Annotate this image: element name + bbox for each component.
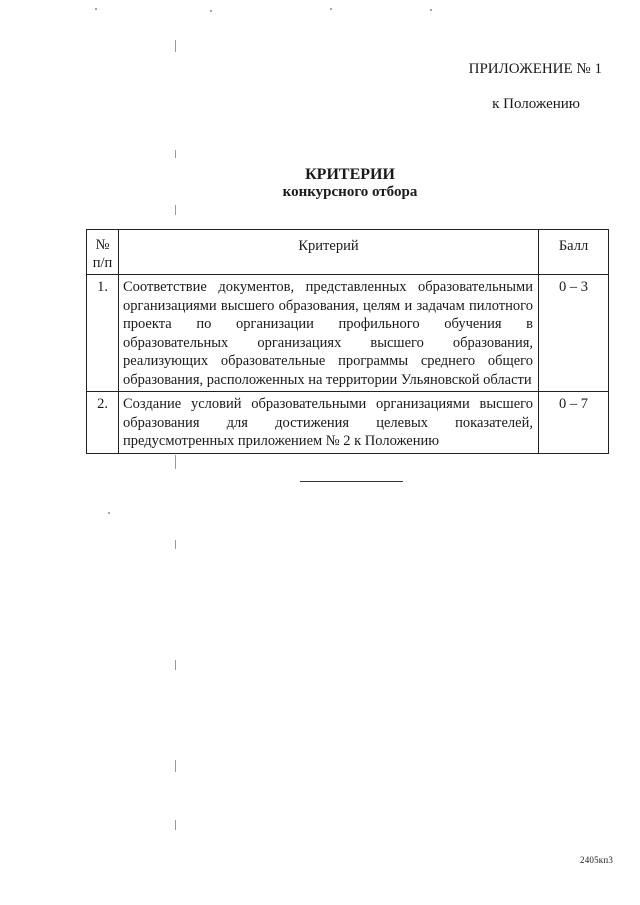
separator-line bbox=[300, 481, 403, 482]
row-criterion: Соответствие документов, представленных образовательными организациями высшего образования, целям и задачам пилотного проекта по организации профильного обучения в образовательных организациях высшего образования, реализующих образовательные программы среднего общего образования, расположенных на территории Ульяновской области bbox=[119, 275, 539, 392]
row-number: 1. bbox=[87, 275, 119, 392]
scan-mark bbox=[175, 540, 176, 549]
document-subtitle: конкурсного отбора bbox=[282, 184, 418, 200]
scan-mark bbox=[175, 205, 176, 215]
scan-speck bbox=[430, 9, 432, 11]
scan-mark bbox=[175, 820, 176, 830]
document-code: 2405кп3 bbox=[580, 855, 614, 865]
criteria-table bbox=[86, 229, 609, 454]
scan-speck bbox=[95, 8, 97, 10]
scan-mark bbox=[175, 455, 176, 469]
table-row bbox=[87, 392, 609, 454]
column-header-criterion: Критерий bbox=[119, 230, 539, 275]
column-header-number bbox=[87, 230, 119, 275]
row-number: 2. bbox=[87, 392, 119, 454]
scan-mark bbox=[175, 150, 176, 158]
scan-speck bbox=[108, 512, 110, 514]
row-score: 0 – 3 bbox=[539, 275, 609, 392]
scan-mark bbox=[175, 40, 176, 52]
annex-reference: к Положению bbox=[492, 96, 580, 112]
row-score: 0 – 7 bbox=[539, 392, 609, 454]
row-criterion: Создание условий образовательными организациями высшего образования для достижения целевых показателей, предусмотренных приложением № 2 к Положению bbox=[119, 392, 539, 454]
column-header-number-line2: п/п bbox=[92, 255, 113, 271]
scan-mark bbox=[175, 660, 176, 670]
scan-speck bbox=[330, 8, 332, 10]
table-row bbox=[87, 275, 609, 392]
table-header-row bbox=[87, 230, 609, 275]
scan-mark bbox=[175, 760, 176, 772]
document-title: КРИТЕРИИ bbox=[305, 166, 395, 183]
column-header-number-line1: № bbox=[95, 237, 110, 253]
annex-heading: ПРИЛОЖЕНИЕ № 1 bbox=[468, 61, 602, 77]
column-header-score: Балл bbox=[539, 230, 609, 275]
scan-speck bbox=[210, 10, 212, 12]
